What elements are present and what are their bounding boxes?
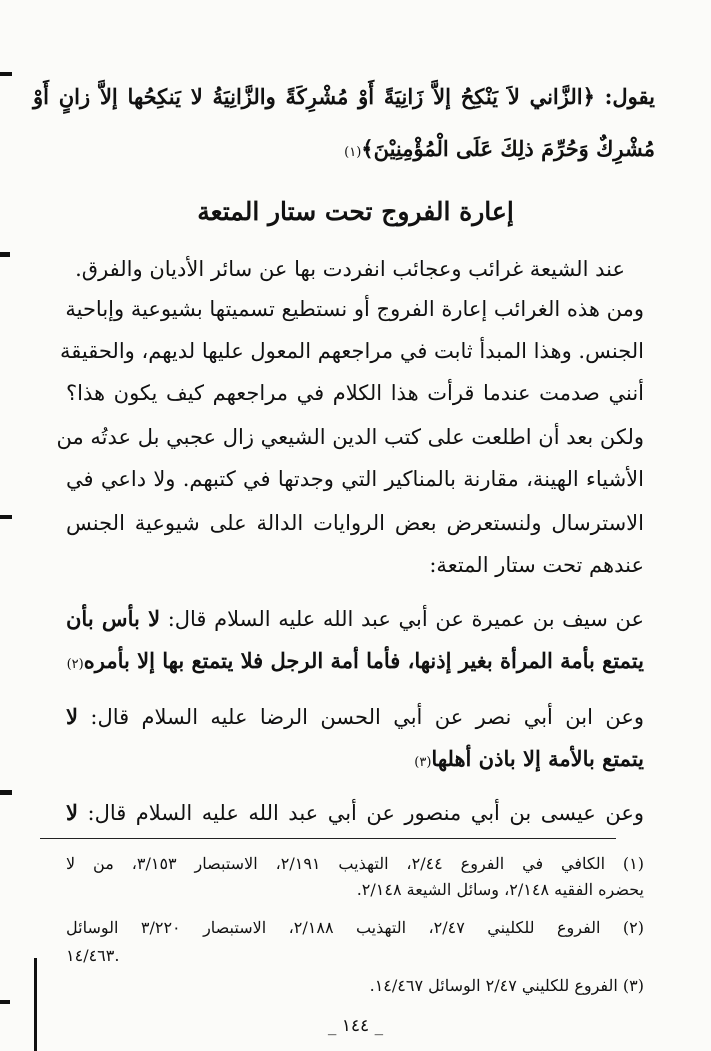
narration-2-text: يتمتع بالأمة إلا باذن أهلها	[431, 746, 644, 771]
narration-2-lead: وعن ابن أبي نصر عن أبي الحسن الرضا عليه السلام قال:	[77, 705, 644, 729]
narration-2-line-1	[66, 702, 644, 732]
scan-mark	[0, 1000, 10, 1004]
intro-line-4: أنني صدمت عندما قرأت هذا الكلام في مراجعهم كيف يكون هذا؟	[66, 381, 644, 405]
narration-2-bold: لا	[66, 704, 78, 729]
scan-mark	[0, 790, 12, 795]
narration-1-lead: عن سيف بن عميرة عن أبي عبد الله عليه السلام قال:	[160, 607, 644, 631]
narration-1-text: يتمتع بأمة المرأة بغير إذنها، فأما أمة الرجل فلا يتمتع بها إلا بأمره	[83, 648, 644, 673]
scan-mark	[0, 72, 12, 76]
section-heading: إعارة الفروج تحت ستار المتعة	[197, 197, 514, 226]
narration-3-bold: لا	[66, 800, 78, 825]
quote-line-1: يقول: ﴿الزَّاني لاَ يَنْكِحُ إلاَّ زَانِيَةً أَوْ مُشْرِكَةً والزَّانِيَةُ لا يَنكِحُها إلاَّ زانٍ أَوْ	[33, 84, 655, 109]
quote-text: مُشْرِكٌ وَحُرِّمَ ذلِكَ عَلَى الْمُؤْمِنِيْنَ﴾	[361, 136, 655, 161]
page-number: _ ١٤٤ _	[327, 1016, 384, 1036]
intro-line-2: ومن هذه الغرائب إعارة الفروج أو نستطيع تسميتها بشيوعية وإباحية	[65, 297, 644, 321]
narration-1-line-2	[66, 646, 644, 680]
footnote-ref-3: (٣)	[414, 755, 432, 770]
footnote-2-line-2: ١٤/٤٦٣.	[66, 946, 120, 965]
footnote-2-line-1: (٢) الفروع للكليني ٢/٤٧، التهذيب ٢/١٨٨، الاستبصار ٣/٢٢٠ الوسائل	[66, 918, 645, 937]
footnote-3: (٣) الفروع للكليني ٢/٤٧ الوسائل ١٤/٤٦٧.	[369, 976, 644, 995]
narration-1-line-1	[66, 604, 644, 634]
intro-line-8: عندهم تحت ستار المتعة:	[429, 553, 644, 577]
footnote-ref-1: (١)	[344, 145, 362, 160]
scan-edge-line	[34, 958, 37, 1051]
footnote-1-line-2: يحضره الفقيه ٢/١٤٨، وسائل الشيعة ٢/١٤٨.	[356, 880, 644, 899]
scan-mark	[0, 515, 12, 519]
scan-mark	[0, 252, 10, 257]
footnote-separator	[40, 838, 616, 839]
intro-line-6: الأشياء الهينة، مقارنة بالمناكير التي وجدتها في كتبهم. ولا داعي في	[66, 467, 644, 491]
narration-3-lead: وعن عيسى بن أبي منصور عن أبي عبد الله عليه السلام قال:	[77, 801, 644, 825]
intro-line-3: الجنس. وهذا المبدأ ثابت في مراجعهم المعول عليها لديهم، والحقيقة	[60, 339, 644, 363]
narration-1-bold: لا بأس بأن	[66, 606, 161, 631]
narration-3-line-1	[66, 798, 644, 828]
intro-line-5: ولكن بعد أن اطلعت على كتب الدين الشيعي زال عجبي بل عدتُه من	[56, 425, 644, 449]
quote-line-2	[33, 134, 655, 168]
intro-line-1: عند الشيعة غرائب وعجائب انفردت بها عن سائر الأديان والفرق.	[75, 257, 625, 281]
footnote-1-line-1: (١) الكافي في الفروع ٢/٤٤، التهذيب ٢/١٩١، الاستبصار ٣/١٥٣، من لا	[66, 854, 645, 873]
footnote-ref-2: (٢)	[66, 657, 84, 672]
intro-line-7: الاسترسال ولنستعرض بعض الروايات الدالة على شيوعية الجنس	[66, 511, 644, 535]
narration-2-line-2	[66, 744, 644, 778]
